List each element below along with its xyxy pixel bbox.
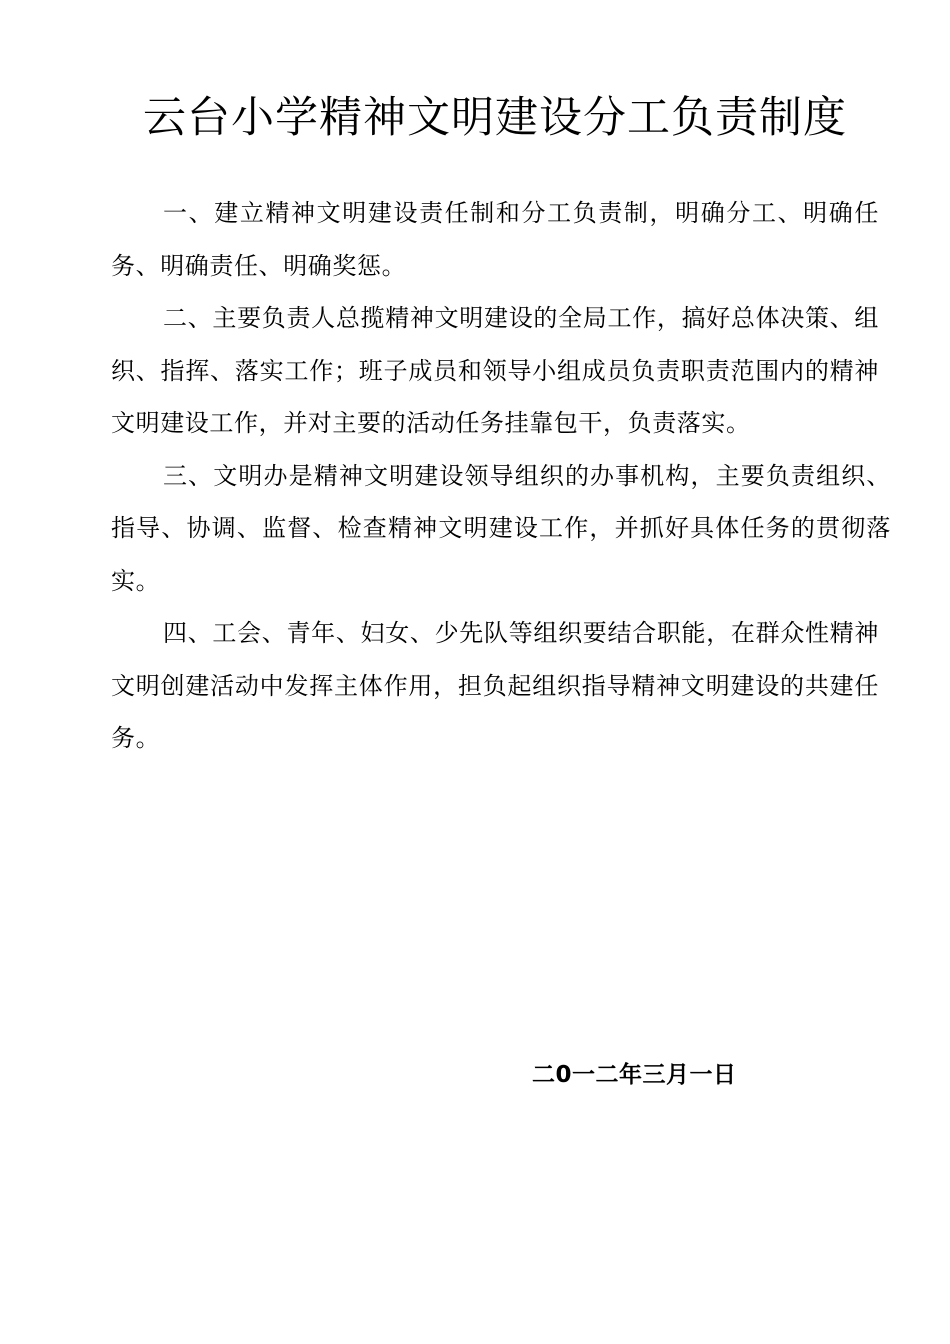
document-body <box>111 187 891 765</box>
paragraph-1: 一、建立精神文明建设责任制和分工负责制，明确分工、明确任务、明确责任、明确奖惩。 <box>111 199 879 280</box>
document-title: 云台小学精神文明建设分工负责制度 <box>143 93 847 143</box>
paragraph-3: 三、文明办是精神文明建设领导组织的办事机构，主要负责组织、指导、协调、监督、检查精神文明建设工作，并抓好具体任务的贯彻落实。 <box>111 461 891 595</box>
document-date: 二0一二年三月一日 <box>532 1062 737 1088</box>
paragraph-4: 四、工会、青年、妇女、少先队等组织要结合职能，在群众性精神文明创建活动中发挥主体作用，担负起组织指导精神文明建设的共建任务。 <box>111 619 879 752</box>
paragraph-2: 二、主要负责人总揽精神文明建设的全局工作，搞好总体决策、组织、指挥、落实工作；班子成员和领导小组成员负责职责范围内的精神文明建设工作，并对主要的活动任务挂靠包干，负责落实。 <box>111 304 879 437</box>
